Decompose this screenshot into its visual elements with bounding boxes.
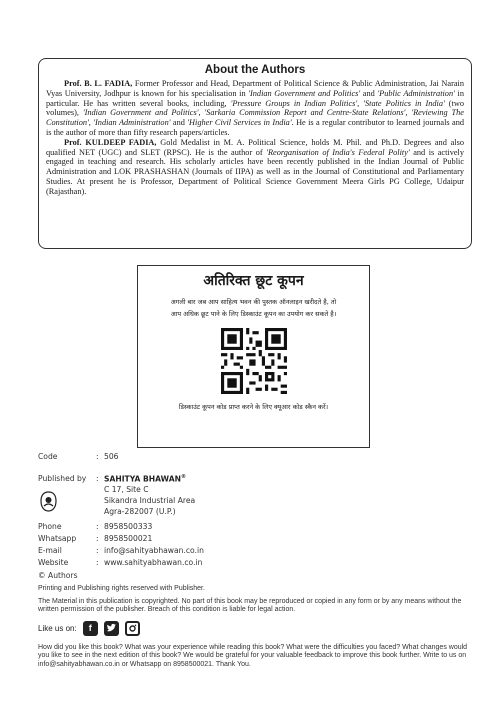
sahitya-bhawan-logo-icon <box>40 491 57 512</box>
facebook-icon[interactable]: f <box>83 621 98 636</box>
like-us-label: Like us on: <box>38 624 77 633</box>
instagram-icon[interactable] <box>125 621 140 636</box>
about-authors-box <box>38 58 472 249</box>
twitter-icon[interactable] <box>104 621 119 636</box>
qr-code-icon[interactable] <box>221 328 287 394</box>
coupon-title: अतिरिक्त छूट कूपन <box>203 273 304 289</box>
coupon-line-1: अगली बार जब आप साहित्य भवन की पुस्तक ऑनलाइन खरीदते है, तो <box>170 298 337 306</box>
rights-line: Printing and Publishing rights reserved with Publisher. <box>38 585 205 592</box>
about-authors-title: About the Authors <box>204 64 306 76</box>
publisher-name: SAHITYA BHAWAN <box>104 474 181 484</box>
feedback-text: How did you like this book? What was your experience while reading this book? What were the difficulties you faced? What changes would you like to see in the next edition of this book? We would be grateful for your valuable feedback to improve this book further. Write to us on info@sahityabhawan.co.in or Whatsapp on 8958500021. Thank You. <box>38 644 468 668</box>
author-bio-bl-fadia: Prof. B. L. FADIA, Former Professor and Head, Department of Political Science & Public Administration, Jai Narain Vyas University, Jodhpur is known for his specialisation in 'Indian Government and Politics' and 'Public Administration' in particular. He has written several books, including, 'Pressure Groups in Indian Politics', 'State Politics in India' (two volumes), 'Indian Government and Politics', 'Sarkaria Commission Report and Centre-State Relations', 'Reviewing The Constitution', 'Indian Administration' and 'Higher Civil Services in India'. He is a regular contributor to learned journals and is the author of more than fifty research papers/articles. <box>46 79 464 137</box>
copyright-notice: The Material in this publication is copyrighted. No part of this book may be reproduced or copied in any form or by any means without the written permission of the publisher. Breach of this condition is liable for legal action. <box>38 598 462 614</box>
discount-coupon-box <box>137 265 370 448</box>
author-bio-kuldeep-fadia: Prof. KULDEEP FADIA, Gold Medalist in M. A. Political Science, holds M. Phil. and Ph.D. Degrees and also qualified NET (UGC) and SLET (RPSC). He is the author of 'Reorganisation of India's Federal Polity' and is actively engaged in teaching and research. His scholarly articles have been recently published in the Indian Journal of Public Administration and LOK PRASHASHAN (Journals of IIPA) as well as in the Journal of Constitutional and Parliamentary Studies. At present he is Professor, Department of Political Science Government Meera Girls PG College, Udaipur (Rajasthan). <box>46 137 465 196</box>
coupon-line-2: आप अधिक छूट पाने के लिए डिस्काउंट कूपन का उपयोग कर सकते है। <box>170 310 337 318</box>
coupon-footer: डिस्काउंट कूपन कोड प्राप्त करने के लिए क्यूआर कोड स्कैन करें। <box>178 403 329 411</box>
social-links <box>38 621 140 636</box>
